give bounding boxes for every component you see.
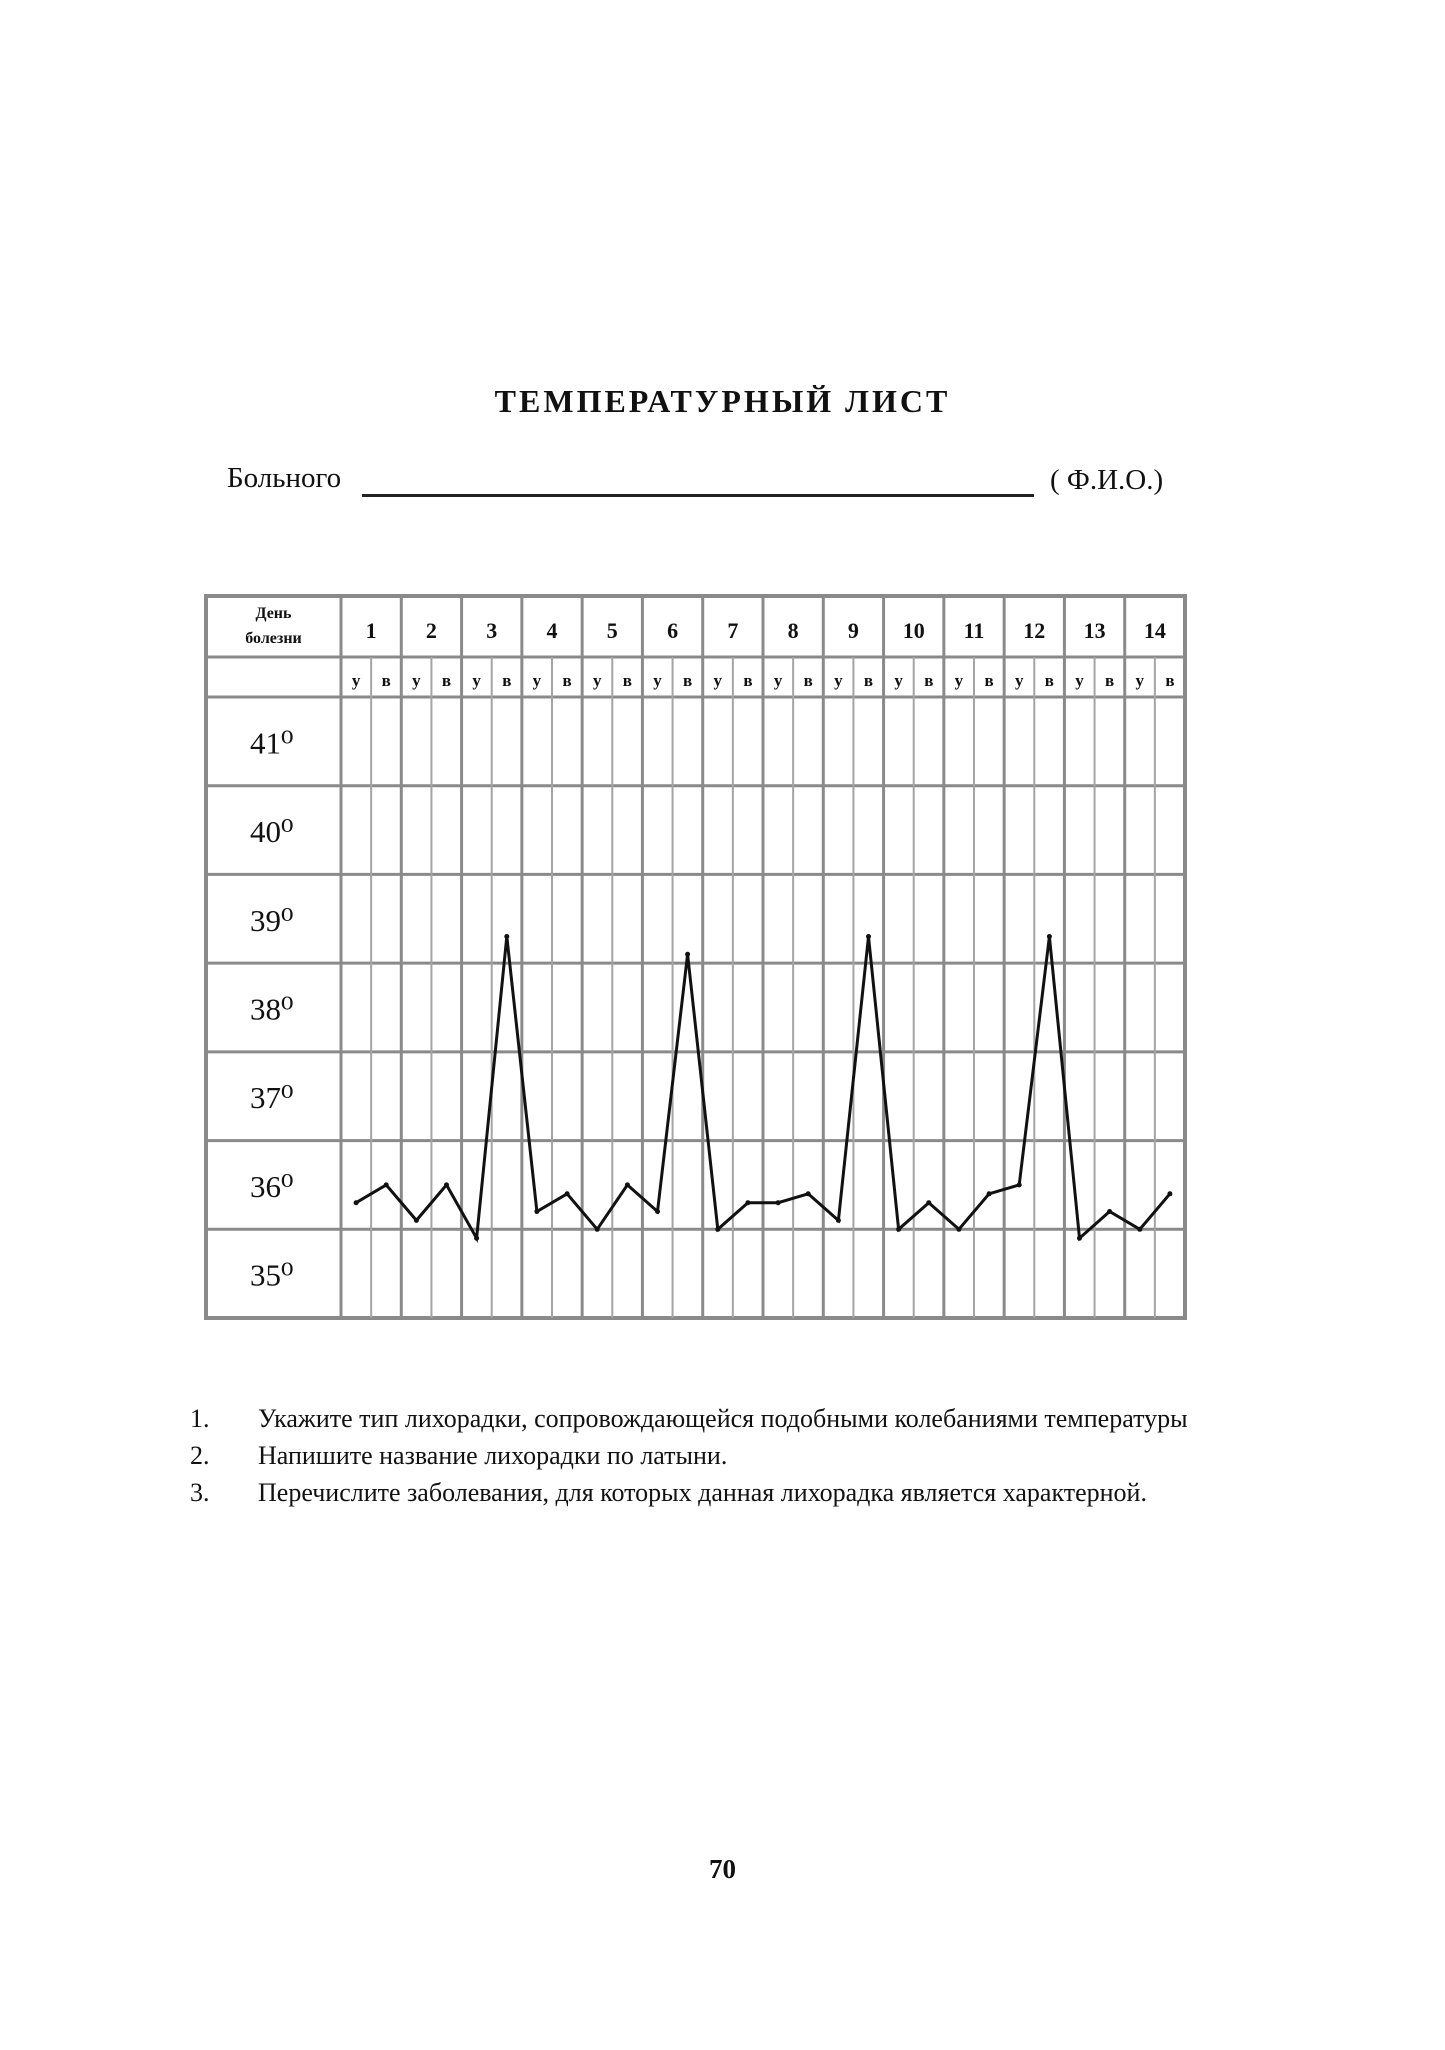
day-number-label: 7 — [727, 618, 739, 643]
day-number-label: 14 — [1143, 618, 1166, 643]
temperature-point — [595, 1227, 600, 1232]
time-of-day-label: в — [1165, 671, 1175, 690]
question-item — [190, 1402, 1240, 1435]
temperature-point — [504, 934, 509, 939]
temperature-point — [926, 1200, 931, 1205]
day-number-label: 10 — [902, 618, 925, 643]
temperature-point — [836, 1218, 841, 1223]
temperature-point — [354, 1200, 359, 1205]
time-of-day-label: у — [773, 671, 783, 690]
question-item — [190, 1476, 1240, 1509]
time-of-day-label: у — [1075, 671, 1084, 690]
time-of-day-label: в — [683, 671, 693, 690]
day-number-label: 9 — [847, 618, 859, 643]
page-number: 70 — [709, 1854, 736, 1884]
day-number-label: 13 — [1083, 618, 1106, 643]
time-of-day-label: у — [532, 671, 542, 690]
time-of-day-label: у — [653, 671, 662, 690]
temperature-point — [1167, 1191, 1172, 1196]
time-of-day-label: у — [713, 671, 723, 690]
time-of-day-label: в — [984, 671, 994, 690]
question-item — [190, 1439, 1240, 1472]
questions-list — [190, 1402, 1240, 1513]
day-number-label: 2 — [425, 618, 437, 643]
temperature-point — [715, 1227, 720, 1232]
time-of-day-label: в — [743, 671, 753, 690]
temperature-point — [565, 1191, 570, 1196]
time-of-day-label: в — [562, 671, 572, 690]
day-number-label: 5 — [606, 618, 618, 643]
question-text: Напишите название лихорадки по латыни. — [258, 1441, 728, 1470]
patient-name-hint: ( Ф.И.О.) — [1050, 464, 1164, 496]
temperature-point — [1107, 1209, 1112, 1214]
temperature-point — [1047, 934, 1052, 939]
time-of-day-label: у — [351, 671, 361, 690]
day-number-label: 11 — [963, 618, 985, 643]
question-text: Перечислите заболевания, для которых данная лихорадка является характерной. — [258, 1478, 1147, 1507]
question-number: 2. — [190, 1441, 210, 1470]
time-of-day-label: у — [954, 671, 964, 690]
temperature-point — [806, 1191, 811, 1196]
header-label: болезни — [245, 630, 302, 647]
patient-label: Больного — [227, 462, 342, 494]
temperature-point — [534, 1209, 539, 1214]
day-number-label: 4 — [546, 618, 558, 643]
time-of-day-label: у — [1014, 671, 1024, 690]
temperature-tick-label: 35⁰ — [250, 1257, 294, 1293]
time-of-day-label: в — [381, 671, 391, 690]
time-of-day-label: у — [894, 671, 903, 690]
time-of-day-label: в — [1044, 671, 1054, 690]
time-of-day-label: в — [1105, 671, 1115, 690]
temperature-point — [444, 1182, 449, 1187]
time-of-day-label: у — [834, 671, 843, 690]
time-of-day-label: в — [803, 671, 813, 690]
temperature-point — [896, 1227, 901, 1232]
chart-frame — [206, 596, 1185, 1318]
time-of-day-label: у — [472, 671, 481, 690]
question-text: Укажите тип лихорадки, сопровождающейся подобными колебаниями температуры — [258, 1404, 1188, 1433]
temperature-point — [776, 1200, 781, 1205]
day-number-label: 1 — [365, 618, 377, 643]
time-of-day-label: у — [1135, 671, 1145, 690]
temperature-point — [414, 1218, 419, 1223]
temperature-point — [685, 952, 690, 957]
temperature-point — [625, 1182, 630, 1187]
temperature-point — [866, 934, 871, 939]
temperature-point — [745, 1200, 750, 1205]
temperature-tick-label: 40⁰ — [250, 814, 294, 850]
time-of-day-label: в — [924, 671, 934, 690]
temperature-tick-label: 39⁰ — [250, 902, 294, 938]
temperature-point — [655, 1209, 660, 1214]
time-of-day-label: в — [622, 671, 632, 690]
question-number: 1. — [190, 1404, 210, 1433]
temperature-point — [384, 1182, 389, 1187]
time-of-day-label: в — [441, 671, 452, 690]
page-title: ТЕМПЕРАТУРНЫЙ ЛИСТ — [494, 383, 951, 419]
temperature-tick-label: 36⁰ — [250, 1168, 294, 1204]
time-of-day-label: у — [592, 671, 602, 690]
temperature-point — [1077, 1236, 1082, 1241]
temperature-point — [1017, 1182, 1022, 1187]
day-number-label: 6 — [667, 618, 679, 643]
day-number-label: 12 — [1023, 618, 1046, 643]
header-label: День — [255, 605, 292, 622]
temperature-point — [987, 1191, 992, 1196]
temperature-tick-label: 38⁰ — [250, 991, 294, 1027]
temperature-point — [474, 1236, 479, 1241]
day-number-label: 3 — [486, 618, 498, 643]
time-of-day-label: в — [502, 671, 512, 690]
temperature-point — [1137, 1227, 1142, 1232]
temperature-tick-label: 37⁰ — [250, 1080, 294, 1116]
day-number-label: 8 — [787, 618, 799, 643]
temperature-tick-label: 41⁰ — [250, 725, 294, 761]
question-number: 3. — [190, 1478, 210, 1507]
time-of-day-label: в — [863, 671, 874, 690]
time-of-day-label: у — [412, 671, 421, 690]
temperature-point — [956, 1227, 961, 1232]
